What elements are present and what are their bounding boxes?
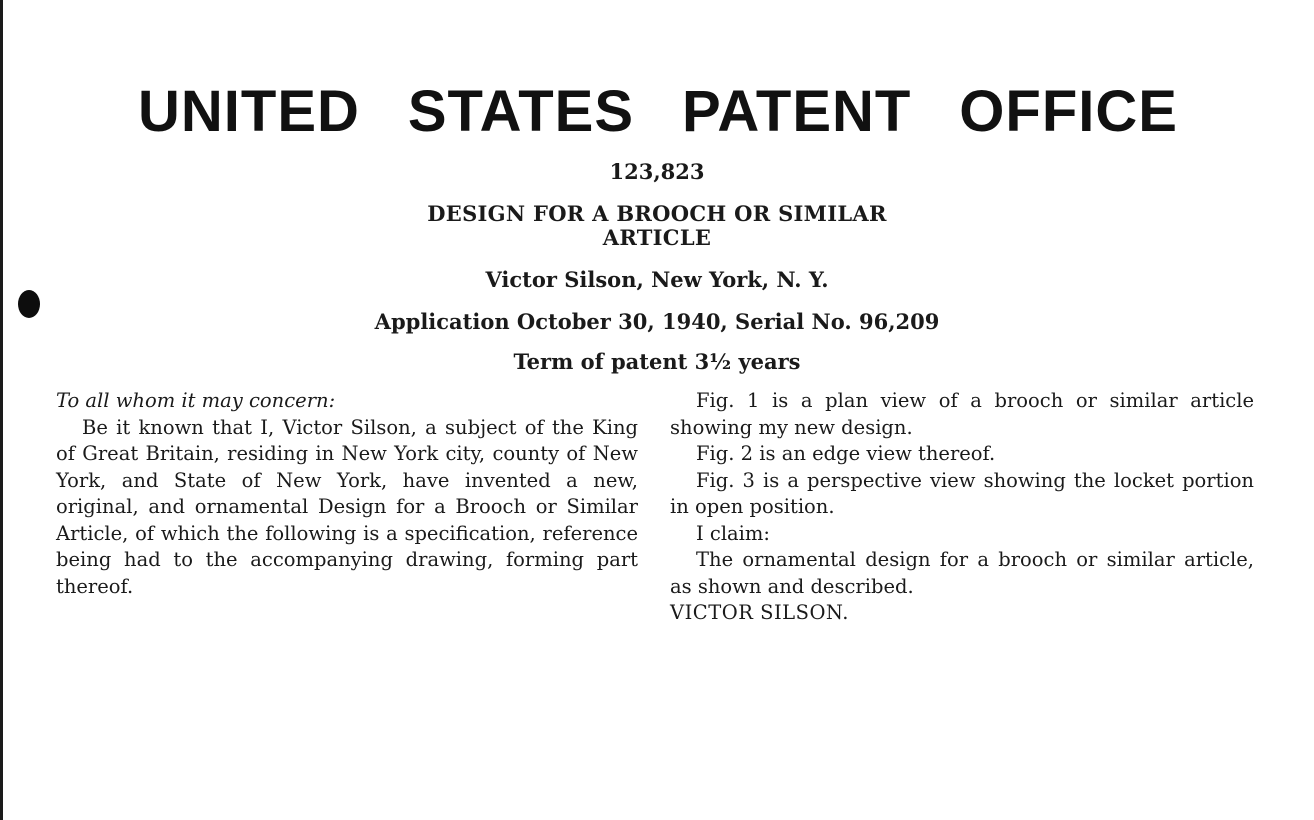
office-heading-word: OFFICE [959,79,1178,144]
figure-2-description: Fig. 2 is an edge view thereof. [696,442,996,465]
office-heading [138,78,1178,146]
office-heading-word: PATENT [681,79,912,144]
claim-intro: I claim: [696,521,770,545]
specification-paragraph: Be it known that I, Victor Silson, a subject of the King of Great Britain, residing in New York city, county of New York, and State of New York, have invented a new, original, and ornamental Design for a Brooch or Similar Article, of which the following is a specification, reference being had to the accompanying drawing, forming part thereof. [56,415,638,598]
term-line: Term of patent 3½ years [513,349,801,374]
design-title-line: DESIGN FOR A BROOCH OR SIMILAR [427,201,887,226]
salutation: To all whom it may concern: [56,389,336,412]
figures-claim-column [670,388,1254,627]
design-title-line: ARTICLE [602,225,712,250]
design-title [0,202,1314,250]
inventor-signature: VICTOR SILSON. [670,601,849,624]
page-left-edge [0,0,3,820]
inventor-line: Victor Silson, New York, N. Y. [485,267,829,292]
claim-text: The ornamental design for a brooch or similar article, as shown and described. [670,548,1254,598]
specification-column [56,388,638,600]
application-line: Application October 30, 1940, Serial No. 96,209 [374,309,940,334]
office-heading-word: STATES [407,79,635,144]
figure-3-description: Fig. 3 is a perspective view showing the locket portion in open position. [670,468,1254,518]
patent-number: 123,823 [609,159,705,184]
figure-1-description: Fig. 1 is a plan view of a brooch or similar article showing my new design. [670,389,1254,439]
office-heading-word: UNITED [138,79,360,144]
